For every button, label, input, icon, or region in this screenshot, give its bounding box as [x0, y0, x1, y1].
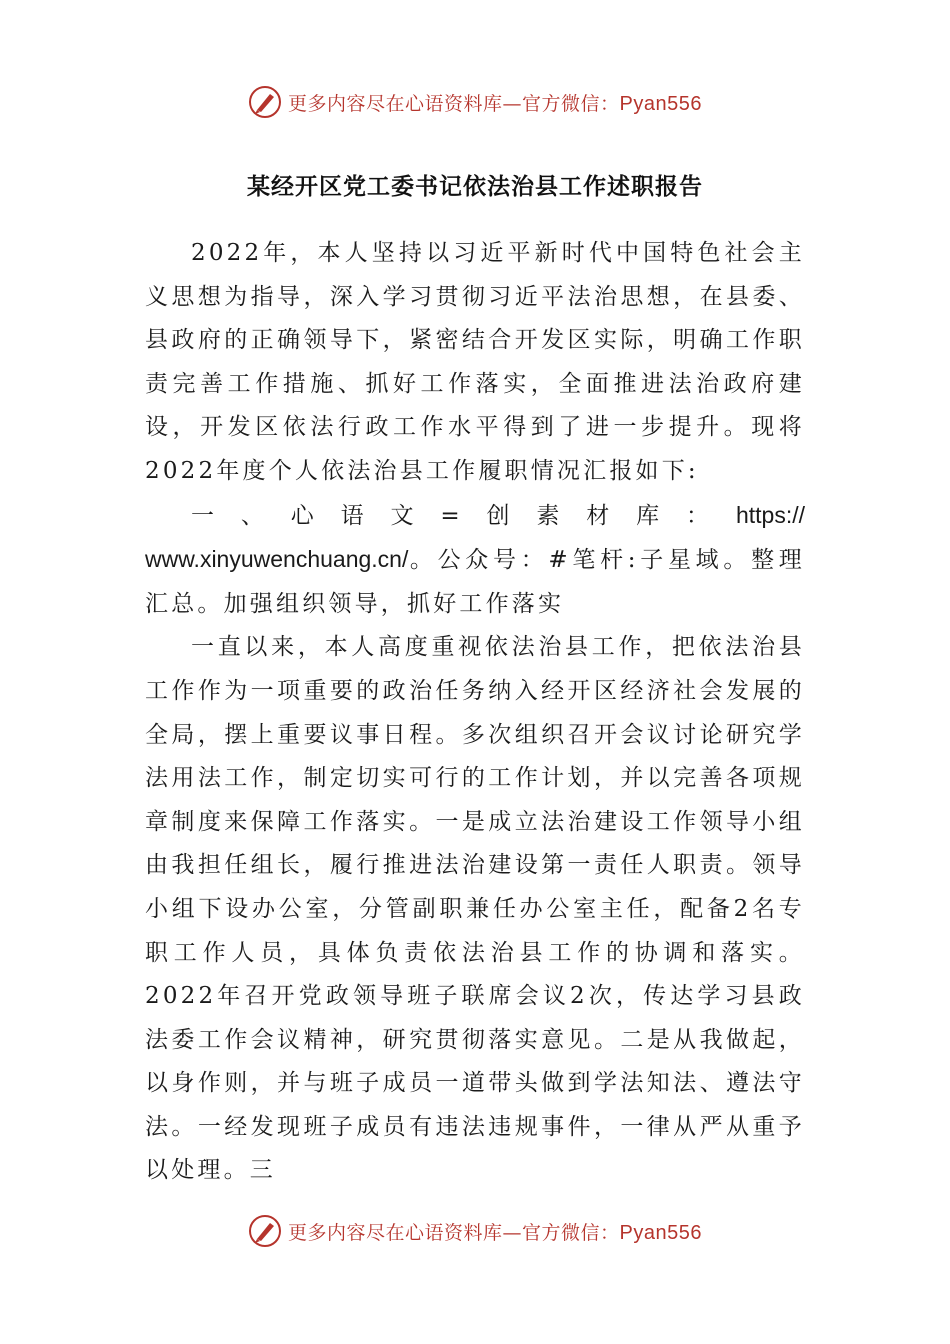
- wechat-handle: Pyan556: [619, 1221, 702, 1244]
- header-banner: [0, 82, 950, 122]
- section-heading: 一、心语文=创素材库：https:// www.xinyuwenchuang.cn/。公众号：#笔杆:子星域。整理汇总。加强组织领导，抓好工作落实: [145, 501, 805, 617]
- document-title: 某经开区党工委书记依法治县工作述职报告: [247, 173, 703, 200]
- footer-banner: [0, 1211, 950, 1251]
- banner-text: 更多内容尽在心语资料库—官方微信：Pyan556: [288, 1221, 702, 1244]
- url-link[interactable]: https:// www.xinyuwenchuang.cn/: [145, 501, 805, 573]
- wechat-handle: Pyan556: [619, 92, 702, 115]
- paragraph-intro: 2022年，本人坚持以习近平新时代中国特色社会主义思想为指导，深入学习贯彻习近平法治思想，在县委、县政府的正确领导下，紧密结合开发区实际，明确工作职责完善工作措施、抓好工作落实，全面推进法治政府建设，开发区依法行政工作水平得到了进一步提升。现将2022年度个人依法治县工作履职情况汇报如下:: [145, 240, 805, 484]
- pen-logo-icon: [248, 85, 282, 119]
- pen-logo-icon: [248, 1214, 282, 1248]
- banner-text: 更多内容尽在心语资料库—官方微信：Pyan556: [288, 92, 702, 115]
- paragraph-body: 一直以来，本人高度重视依法治县工作，把依法治县工作作为一项重要的政治任务纳入经开区经济社会发展的全局，摆上重要议事日程。多次组织召开会议讨论研究学法用法工作，制定切实可行的工作计划，并以完善各项规章制度来保障工作落实。一是成立法治建设工作领导小组由我担任组长，履行推进法治建设第一责任人职责。领导小组下设办公室，分管副职兼任办公室主任，配备2名专职工作人员，具体负责依法治县工作的协调和落实。2022年召开党政领导班子联席会议2次，传达学习县政法委工作会议精神，研究贯彻落实意见。二是从我做起，以身作则，并与班子成员一道带头做到学法知法、遵法守法。一经发现班子成员有违法违规事件，一律从严从重予以处理。三: [145, 634, 805, 1184]
- document-body: [145, 232, 805, 1193]
